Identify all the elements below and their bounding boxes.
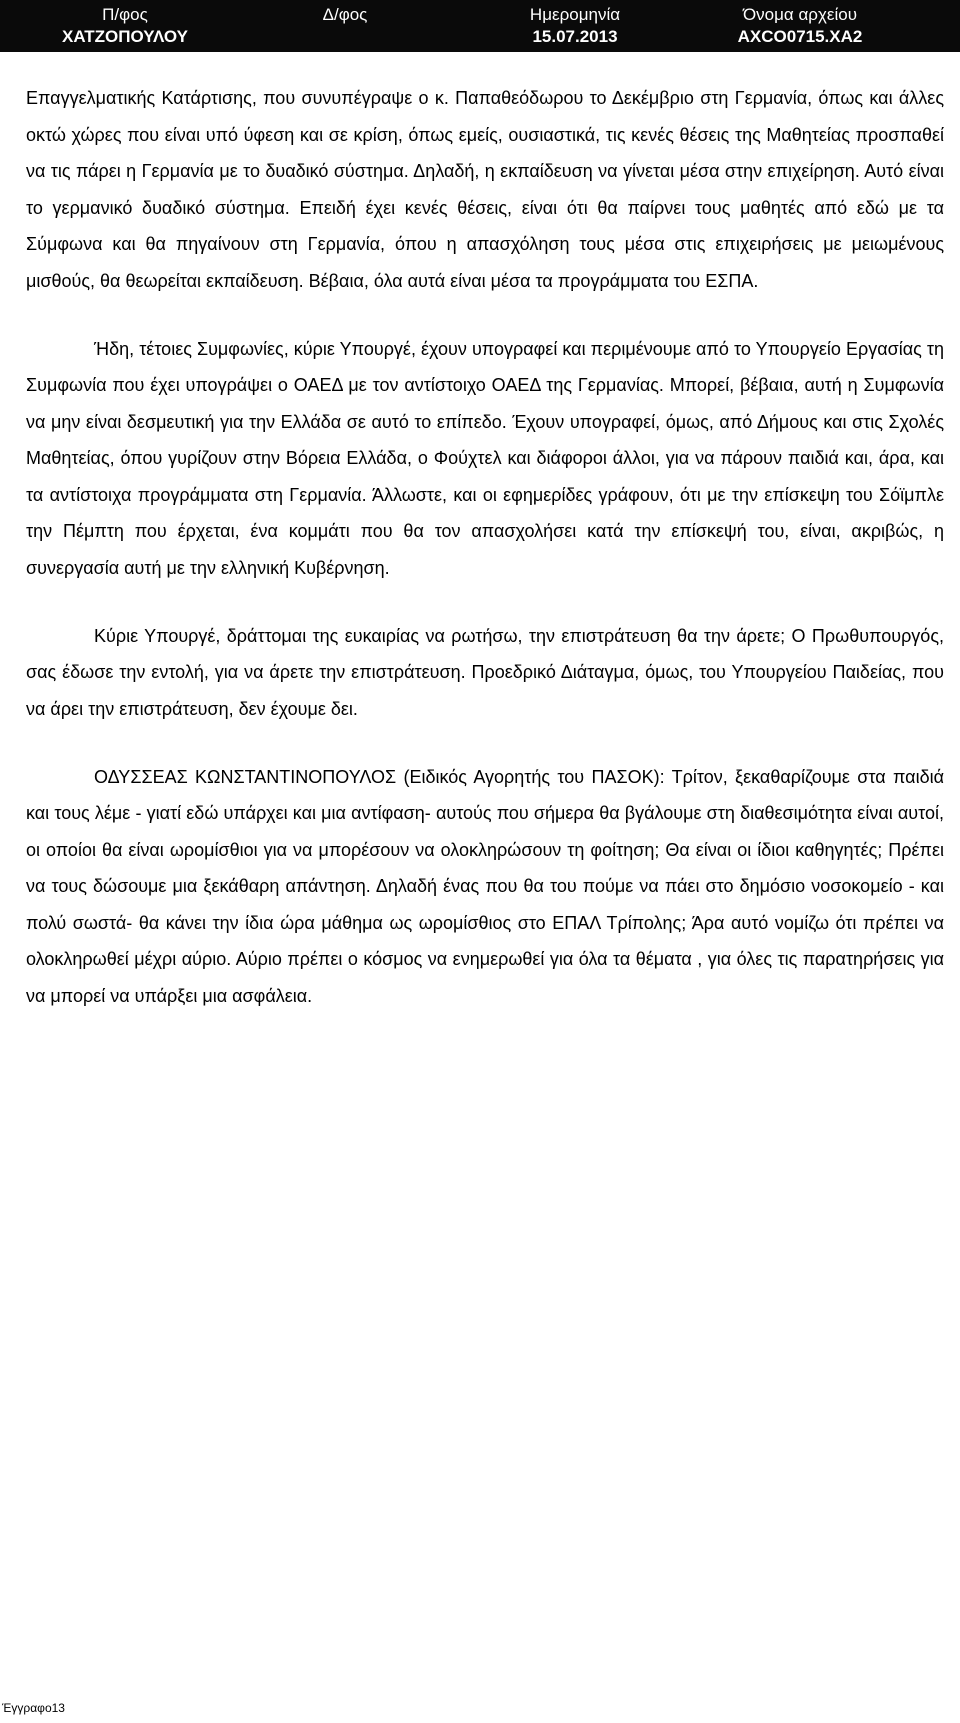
paragraph-3: Κύριε Υπουργέ, δράττομαι της ευκαιρίας να ρωτήσω, την επιστράτευση θα την άρετε; Ο Πρωθυπουργός, σας έδωσε την εντολή, για να άρετε την επιστράτευση. Προεδρικό Διάταγμα, όμως, του Υπουργείου Παιδείας, που να άρει την επιστράτευση, δεν έχουμε δει.: [26, 625, 944, 719]
typist-label: Π/φος: [102, 5, 148, 24]
filename-value: AXCO0715.XA2: [737, 27, 863, 46]
date-label: Ημερομηνία: [529, 5, 621, 24]
header-column-filename: [695, 0, 905, 48]
paragraph-1: Επαγγελματικής Κατάρτισης, που συνυπέγραψε ο κ. Παπαθεόδωρου το Δεκέμβριο στη Γερμανία, όπως και άλλες οκτώ χώρες που είναι υπό ύφεση και σε κρίση, όπως εμείς, ουσιαστικά, τις κενές θέσεις της Μαθητείας προσπαθεί να τις πάρει η Γερμανία με το δυαδικό σύστημα. Δηλαδή, η εκπαίδευση να γίνεται μέσα στην επιχείρηση. Αυτό είναι το γερμανικό δυαδικό σύστημα. Επειδή έχει κενές θέσεις, είναι ότι θα παίρνει τους μαθητές από εδώ με τα Σύμφωνα και θα πηγαίνουν στη Γερμανία, όπου η απασχόληση τους μέσα στις επιχειρήσεις με μειωμένους μισθούς, θα θεωρείται εκπαίδευση. Βέβαια, όλα αυτά είναι μέσα τα προγράμματα του ΕΣΠΑ.: [26, 88, 944, 291]
paragraph-4: ΟΔΥΣΣΕΑΣ ΚΩΝΣΤΑΝΤΙΝΟΠΟΥΛΟΣ (Ειδικός Αγορητής του ΠΑΣΟΚ): Τρίτον, ξεκαθαρίζουμε στα παιδιά και τους λέμε - γιατί εδώ υπάρχει και μια αντίφαση- αυτούς που σήμερα θα βγάλουμε στη διαθεσιμότητα είναι αυτοί, οι οποίοι θα είναι ωρομίσθιοι για να μπορέσουν να ολοκληρώσουν τη φοίτηση; Θα είναι οι ίδιοι καθηγητές; Πρέπει να τους δώσουμε μια ξεκάθαρη απάντηση. Δηλαδή ένας που θα του πούμε να πάει στο δημόσιο νοσοκομείο - και πολύ σωστά- θα κάνει την ίδια ώρα μάθημα ως ωρομίσθιος στο ΕΠΑΛ Τρίπολης; Άρα αυτό νομίζω ότι πρέπει να ολοκληρωθεί μέχρι αύριο. Αύριο πρέπει ο κόσμος να ενημερωθεί για όλα τα θέματα , για όλες τις παρατηρήσεις για να μπορεί να υπάρξει μια ασφάλεια.: [26, 766, 944, 1006]
header-column-date: [470, 0, 680, 48]
typist-value: ΧΑΤΖΟΠΟΥΛΟΥ: [62, 27, 188, 46]
footer-doc-label: Έγγραφο13: [2, 1701, 65, 1715]
date-value: 15.07.2013: [532, 27, 618, 46]
document-header: [0, 0, 960, 52]
header-column-editor: [240, 0, 450, 26]
filename-label: Όνομα αρχείου: [743, 5, 857, 24]
paragraph-2: Ήδη, τέτοιες Συμφωνίες, κύριε Υπουργέ, έχουν υπογραφεί και περιμένουμε από το Υπουργείο Εργασίας τη Συμφωνία που έχει υπογράψει ο ΟΑΕΔ με τον αντίστοιχο ΟΑΕΔ της Γερμανίας. Μπορεί, βέβαια, αυτή η Συμφωνία να μην είναι δεσμευτική για την Ελλάδα σε αυτό το επίπεδο. Έχουν υπογραφεί, όμως, από Δήμους και στις Σχολές Μαθητείας, όπου γυρίζουν στην Βόρεια Ελλάδα, ο Φούχτελ και διάφοροι άλλοι, για να πάρουν παιδιά και, άρα, και τα αντίστοιχα προγράμματα στη Γερμανία. Άλλωστε, και οι εφημερίδες γράφουν, ότι με την επίσκεψη του Σόϊμπλε την Πέμπτη που έρχεται, ένα κομμάτι που θα τον απασχολήσει κατά την επίσκεψή του, είναι, ακριβώς, η συνεργασία αυτή με την ελληνική Κυβέρνηση.: [26, 338, 944, 578]
document-footer: [2, 1700, 65, 1716]
header-column-typist: [20, 0, 230, 48]
editor-label: Δ/φος: [322, 5, 368, 24]
document-body: [26, 80, 944, 1046]
